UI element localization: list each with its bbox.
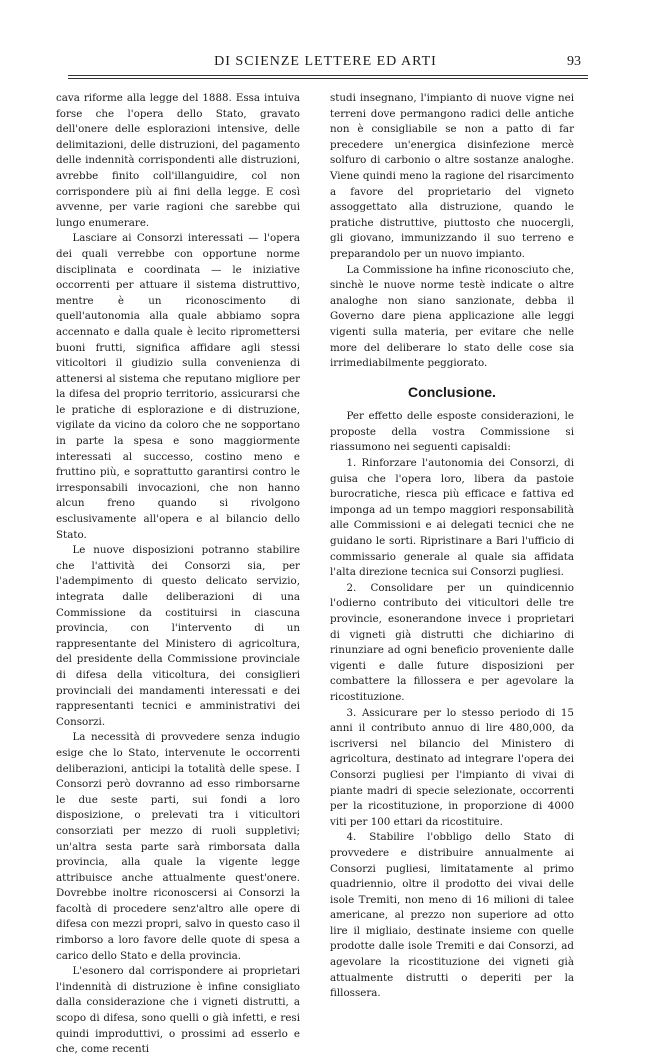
paragraph: Per effetto delle esposte considerazioni, le proposte della vostra Commissione si riassumono nei seguenti capisaldi:	[330, 410, 574, 454]
list-item: 2. Consolidare per un quindicennio l'odierno contributo dei viticultori delle tre provincie, esonerandone invece i proprietari di vigneti già distrutti che dichiarino di rinunziare ad ogni beneficio proveniente dalle vigenti e dalle future disposizioni per combattere la fillossera e per agevolare la ricostituzione.	[330, 581, 574, 703]
right-column	[330, 91, 574, 1002]
paragraph: La Commissione ha infine riconosciuto che, sinchè le nuove norme testè indicate o altre analoghe non siano sanzionate, debba il Governo dare piena applicazione alle leggi vigenti sulla materia, per evitare che nelle more del deliberare lo stato delle cose sia irrimediabilmente peggiorato.	[330, 263, 574, 370]
running-header: DI SCIENZE LETTERE ED ARTI	[214, 54, 437, 69]
list-item: 4. Stabilire l'obbligo dello Stato di provvedere e distribuire annualmente ai Consorzi pugliesi, limitatamente al primo quadriennio, oltre il prodotto dei vivai delle isole Tremiti, non meno di 16 milioni di talee americane, al prezzo non superiore ad otto lire il migliaio, destinate insieme con quelle prodotte dalle isole Tremiti e dai Consorzi, ad agevolare la ricostituzione dei vigneti già attualmente distrutti o deperiti per la fillossera.	[330, 831, 574, 1000]
list-item: 3. Assicurare per lo stesso periodo di 15 anni il contributo annuo di lire 480,000, da iscriversi nel bilancio del Ministero di agricoltura, destinato ad integrare l'opera dei Consorzi pugliesi per l'impianto di vivai di piante madri di specie selezionate, occorrenti per la ricostituzione, in proporzione di 4000 viti per 100 ettari da ricostituire.	[330, 706, 574, 828]
page-number: 93	[567, 54, 581, 69]
list-item: 1. Rinforzare l'autonomia dei Consorzi, di guisa che l'opera loro, libera da pastoie burocratiche, riesca più efficace e fattiva ed imponga ad un tempo maggiori responsabilità alle Commissioni e ai delegati tecnici che ne guidano le sorti. Ripristinare a Bari l'ufficio di commissario generale al quale sia affidata l'alta direzione tecnica sui Consorzi pugliesi.	[330, 457, 574, 579]
section-heading: Conclusione.	[408, 383, 496, 400]
left-column	[56, 91, 300, 1058]
paragraph: La necessità di provvedere senza indugio esige che lo Stato, intervenute le occorrenti deliberazioni, anticipi la totalità delle spese. I Consorzi però dovranno ad esso rimborsarne le due seste parti, sui fondi a loro disposizione, o prelevati tra i viticultori consorziati per mezzo di ruoli suppletivi; un'altra sesta parte sarà rimborsata dalla provincia, alla quale la vigente legge attribuisce anche attualmente quest'onere. Dovrebbe inoltre riconoscersi ai Consorzi la facoltà di procedere senz'altro alle opere di difesa con mezzi propri, salvo in questo caso il rimborso a loro favore delle quote di spesa a carico dello Stato e della provincia.	[56, 731, 300, 962]
paragraph: L'esonero dal corrispondere ai proprietari l'indennità di distruzione è infine consigliato dalla considerazione che i vigneti distrutti, a scopo di difesa, sono quelli o già infetti, e resi quindi improduttivi, o prossimi ad esserlo e che, come recenti	[56, 965, 300, 1056]
paragraph: Lasciare ai Consorzi interessati — l'opera dei quali verrebbe con opportune norme disciplinata e coordinata — le iniziative occorrenti per attuare il sistema distruttivo, mentre è un riconoscimento di quell'autonomia alla quale abbiamo sopra accennato e dalla quale è lecito ripromettersi buoni frutti, significa affidare agli stessi viticoltori il giudizio sulla convenienza di attenersi al sistema che reputano migliore per la difesa del proprio territorio, assicurarsi che le pratiche di esplorazione e di distruzione, vigilate da vicino da coloro che ne sopportano in parte la spesa e sono maggiormente interessati al successo, costino meno e fruttino più, e soprattutto garantirsi contro le irresponsabili invocazioni, che non hanno alcun freno quando si rivolgono esclusivamente all'opera e al bilancio dello Stato.	[56, 232, 300, 541]
header-rule	[68, 78, 588, 79]
paragraph: studi insegnano, l'impianto di nuove vigne nei terreni dove permangono radici delle antiche non è consigliabile se non a patto di far precedere un'energica disinfezione mercè solfuro di carbonio o altre sostanze analoghe. Viene quindi meno la ragione del risarcimento a favore del proprietario del vigneto assoggettato alla distruzione, quando le pratiche distruttive, piuttosto che nuocergli, gli giovano, immunizzando il suo terreno e preparandolo per un nuovo impianto.	[330, 92, 574, 260]
paragraph: Le nuove disposizioni potranno stabilire che l'attività dei Consorzi sia, per l'adempimento di questo delicato servizio, integrata dalle deliberazioni di una Commissione da costituirsi in ciascuna provincia, con l'intervento di un rappresentante del Ministero di agricoltura, del presidente della Commissione provinciale di difesa della viticoltura, dei consiglieri provinciali dei mandamenti interessati e dei rappresentanti tecnici e amministrativi dei Consorzi.	[56, 544, 300, 728]
paragraph: cava riforme alla legge del 1888. Essa intuiva forse che l'opera dello Stato, gravato dell'onere delle esplorazioni intensive, delle delimitazioni, delle distruzioni, del pagamento delle indennità corrispondenti alle distruzioni, avrebbe finito coll'illanguidire, col non corrispondere più ai fini della legge. E così avvenne, per varie ragioni che sarebbe qui lungo enumerare.	[56, 92, 300, 229]
header-rule	[68, 75, 588, 76]
